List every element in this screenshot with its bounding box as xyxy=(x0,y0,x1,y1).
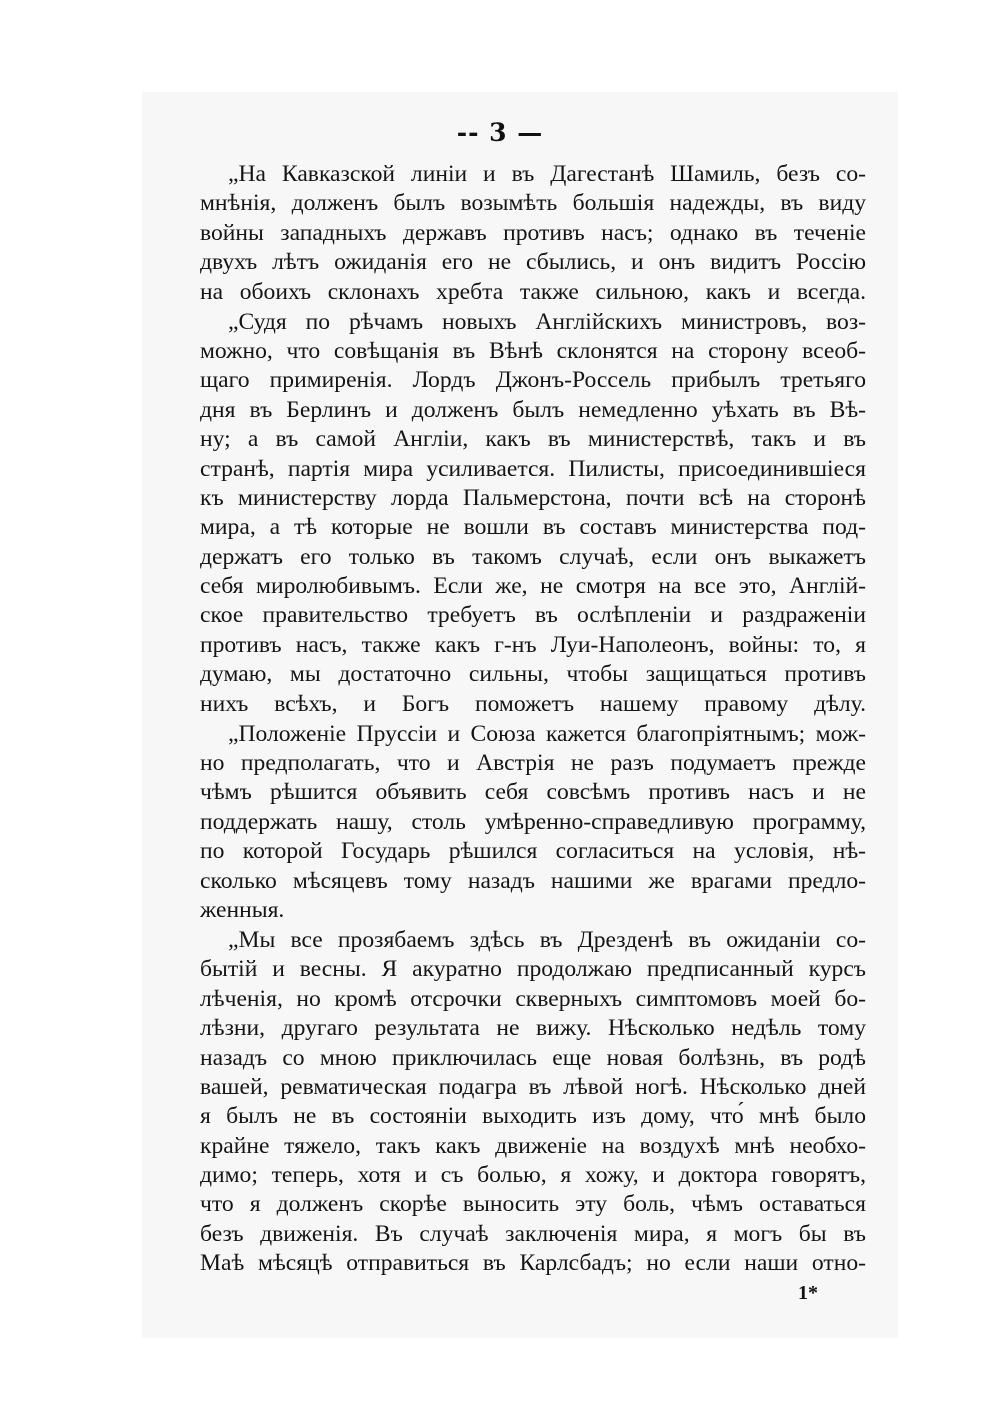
text-line: нихъ всѣхъ, и Богъ поможетъ нашему правому дѣлу. xyxy=(200,690,866,717)
text-line: „Судя по рѣчамъ новыхъ Англійскихъ министровъ, воз- xyxy=(228,308,866,335)
text-line: щаго примиренія. Лордъ Джонъ-Россель прибылъ третьяго xyxy=(200,367,866,394)
text-line: лѣзни, другаго результата не вижу. Нѣсколько недѣль тому xyxy=(200,1015,866,1042)
signature-mark: 1* xyxy=(798,1282,818,1304)
text-line: вашей, ревматическая подагра въ лѣвой ногѣ. Нѣсколько дней xyxy=(200,1073,866,1100)
paragraph-3 xyxy=(200,720,866,926)
text-line: чѣмъ рѣшится объявить себя совсѣмъ противъ насъ и не xyxy=(200,779,866,806)
text-line: димо; теперь, хотя и съ болью, я хожу, и доктора говорятъ, xyxy=(200,1162,866,1189)
text-line: женныя. xyxy=(200,896,285,923)
text-line: безъ движенія. Въ случаѣ заключенія мира, я могъ бы въ xyxy=(200,1220,866,1247)
text-line: Маѣ мѣсяцѣ отправиться въ Карлсбадъ; но если наши отно- xyxy=(200,1250,866,1277)
text-line: ну; а въ самой Англіи, какъ въ министерствѣ, такъ и въ xyxy=(200,426,866,453)
text-line: но предполагать, что и Австрія не разъ подумаетъ прежде xyxy=(200,750,866,776)
text-line: двухъ лѣтъ ожиданія его не сбылись, и онъ видитъ Россію xyxy=(200,249,866,276)
text-line: лѣченія, но кромѣ отсрочки скверныхъ симптомовъ моей бо- xyxy=(200,985,866,1012)
paragraph-4 xyxy=(200,926,866,1279)
page-number: -- 3 — xyxy=(456,118,544,147)
text-line: ское правительство требуетъ въ ослѣпленіи и раздраженіи xyxy=(200,602,866,629)
text-line: дня въ Берлинъ и долженъ былъ немедленно уѣхать въ Вѣ- xyxy=(200,396,866,423)
text-line: къ министерству лорда Пальмерстона, почти всѣ на сторонѣ xyxy=(200,484,866,511)
text-line: противъ насъ, также какъ г-нъ Луи-Наполеонъ, войны: то, я xyxy=(200,631,866,658)
text-line: я былъ не въ состояніи выходить изъ дому, что́ мнѣ было xyxy=(200,1103,866,1130)
text-line: можно, что совѣщанія въ Вѣнѣ склонятся на сторону всеоб- xyxy=(200,337,866,364)
text-line: странѣ, партія мира усиливается. Пилисты, присоединившіеся xyxy=(200,455,866,482)
text-line: на обоихъ склонахъ хребта также сильною, какъ и всегда. xyxy=(200,278,866,305)
paragraph-2 xyxy=(200,308,866,719)
text-line: мнѣнія, долженъ былъ возымѣть большія надежды, въ виду xyxy=(200,190,866,217)
text-line: по которой Государь рѣшился согласиться на условія, нѣ- xyxy=(200,838,866,865)
text-line: себя миролюбивымъ. Если же, не смотря на все это, Англій- xyxy=(200,573,866,600)
body-text xyxy=(200,160,866,1279)
text-line: держатъ его только въ такомъ случаѣ, если онъ выкажетъ xyxy=(200,543,866,570)
text-line: сколько мѣсяцевъ тому назадъ нашими же врагами предло- xyxy=(200,867,866,894)
text-line: что я долженъ скорѣе выносить эту боль, чѣмъ оставаться xyxy=(200,1191,866,1218)
text-line: поддержать нашу, столь умѣренно-справедливую программу, xyxy=(200,808,866,835)
text-line: „Мы все прозябаемъ здѣсь въ Дрезденѣ въ ожиданіи со- xyxy=(228,926,866,953)
text-line: крайне тяжело, такъ какъ движеніе на воздухѣ мнѣ необхо- xyxy=(200,1132,866,1159)
text-line: войны западныхъ державъ противъ насъ; однако въ теченіе xyxy=(200,219,866,246)
text-line: назадъ со мною приключилась еще новая болѣзнь, въ родѣ xyxy=(200,1044,866,1071)
text-line: думаю, мы достаточно сильны, чтобы защищаться противъ xyxy=(200,661,866,688)
paragraph-1 xyxy=(200,160,866,307)
text-line: бытій и весны. Я акуратно продолжаю предписанный курсъ xyxy=(200,956,866,983)
text-line: „На Кавказской линіи и въ Дагестанѣ Шамиль, безъ со- xyxy=(228,161,866,187)
text-line: „Положеніе Пруссіи и Союза кажется благопріятнымъ; мож- xyxy=(228,720,866,747)
text-line: мира, а тѣ которые не вошли въ составъ министерства под- xyxy=(200,514,866,541)
